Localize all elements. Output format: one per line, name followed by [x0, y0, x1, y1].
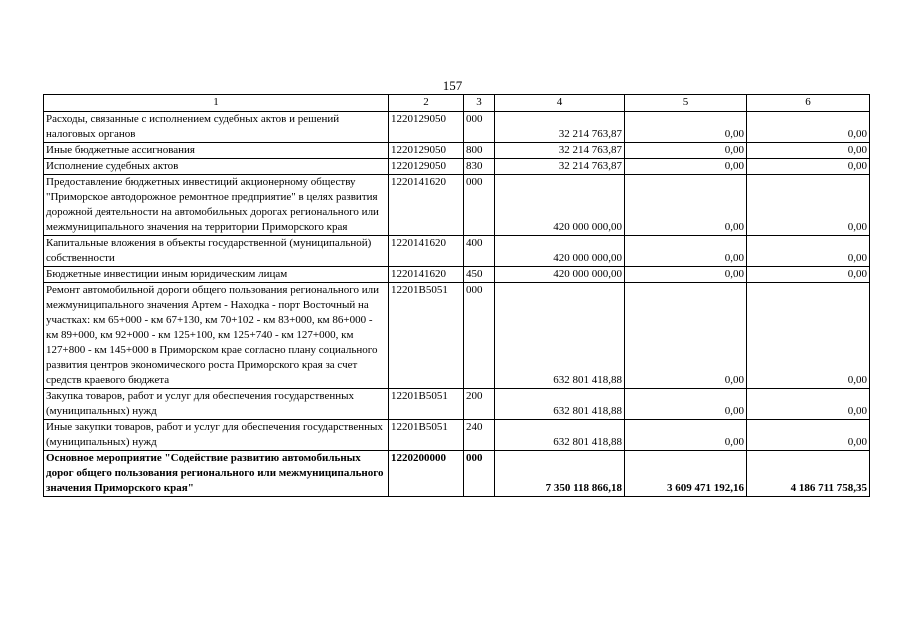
row-type: 200 [464, 389, 495, 420]
row-code: 1220200000 [389, 451, 464, 497]
row-value-4: 32 214 763,87 [495, 112, 625, 143]
row-type: 000 [464, 283, 495, 389]
table-row [44, 159, 870, 175]
row-name: Иные закупки товаров, работ и услуг для обеспечения государственных (муниципальных) нужд [44, 420, 389, 451]
row-type: 400 [464, 236, 495, 267]
row-value-5: 0,00 [625, 236, 747, 267]
row-type: 000 [464, 175, 495, 236]
row-name: Основное мероприятие "Содействие развитию автомобильных дорог общего пользования регионального или межмуниципального значения Приморского края" [44, 451, 389, 497]
row-name: Исполнение судебных актов [44, 159, 389, 175]
row-code: 1220129050 [389, 159, 464, 175]
row-value-5: 0,00 [625, 283, 747, 389]
row-code: 1220141620 [389, 236, 464, 267]
row-code: 12201B5051 [389, 389, 464, 420]
row-code: 12201B5051 [389, 283, 464, 389]
row-code: 12201B5051 [389, 420, 464, 451]
table-row [44, 420, 870, 451]
row-name: Предоставление бюджетных инвестиций акционерному обществу "Приморское автодорожное ремонтное предприятие" в целях развития дорожной деятельности на автомобильных дорогах регионального или межмуниципального значения на территории Приморского края [44, 175, 389, 236]
column-header: 4 [495, 95, 625, 112]
table-row-total [44, 451, 870, 497]
row-name: Расходы, связанные с исполнением судебных актов и решений налоговых органов [44, 112, 389, 143]
row-value-6: 0,00 [747, 112, 870, 143]
row-name: Бюджетные инвестиции иным юридическим лицам [44, 267, 389, 283]
row-type: 450 [464, 267, 495, 283]
row-value-6: 0,00 [747, 159, 870, 175]
budget-table [43, 94, 870, 497]
row-name: Закупка товаров, работ и услуг для обеспечения государственных (муниципальных) нужд [44, 389, 389, 420]
row-type: 000 [464, 112, 495, 143]
row-value-6: 0,00 [747, 283, 870, 389]
row-name: Капитальные вложения в объекты государственной (муниципальной) собственности [44, 236, 389, 267]
row-value-5: 0,00 [625, 175, 747, 236]
row-type: 240 [464, 420, 495, 451]
table-header-row [44, 95, 870, 112]
row-value-6: 0,00 [747, 143, 870, 159]
row-value-6: 0,00 [747, 267, 870, 283]
row-code: 1220141620 [389, 175, 464, 236]
table-row [44, 283, 870, 389]
row-type: 830 [464, 159, 495, 175]
row-value-5: 0,00 [625, 112, 747, 143]
row-value-4: 420 000 000,00 [495, 236, 625, 267]
row-value-5: 0,00 [625, 420, 747, 451]
row-name: Ремонт автомобильной дороги общего пользования регионального или межмуниципального значения Артем - Находка - порт Восточный на участках: км 65+000 - км 67+130, км 70+102 - км 83+000, км 86+000 - км 89+000, км 92+000 - км 125+100, км 125+740 - км 127+000, км 127+800 - км 145+000 в Приморском крае согласно плану социального развития центров экономического роста Приморского края за счет средств краевого бюджета [44, 283, 389, 389]
column-header: 6 [747, 95, 870, 112]
row-value-4: 632 801 418,88 [495, 283, 625, 389]
row-value-5: 0,00 [625, 267, 747, 283]
table-row [44, 267, 870, 283]
row-value-5: 3 609 471 192,16 [625, 451, 747, 497]
column-header: 5 [625, 95, 747, 112]
row-name: Иные бюджетные ассигнования [44, 143, 389, 159]
row-value-5: 0,00 [625, 143, 747, 159]
row-code: 1220129050 [389, 112, 464, 143]
row-code: 1220141620 [389, 267, 464, 283]
row-value-6: 0,00 [747, 175, 870, 236]
column-header: 1 [44, 95, 389, 112]
row-value-5: 0,00 [625, 159, 747, 175]
row-value-6: 0,00 [747, 389, 870, 420]
column-header: 2 [389, 95, 464, 112]
table-row [44, 112, 870, 143]
row-value-4: 632 801 418,88 [495, 389, 625, 420]
row-code: 1220129050 [389, 143, 464, 159]
page-number: 157 [442, 78, 463, 93]
row-value-6: 0,00 [747, 236, 870, 267]
row-value-4: 7 350 118 866,18 [495, 451, 625, 497]
row-value-4: 32 214 763,87 [495, 159, 625, 175]
row-type: 800 [464, 143, 495, 159]
table-row [44, 175, 870, 236]
row-value-4: 632 801 418,88 [495, 420, 625, 451]
row-value-4: 32 214 763,87 [495, 143, 625, 159]
row-value-4: 420 000 000,00 [495, 175, 625, 236]
table-row [44, 389, 870, 420]
table-row [44, 143, 870, 159]
row-value-4: 420 000 000,00 [495, 267, 625, 283]
row-value-6: 0,00 [747, 420, 870, 451]
column-header: 3 [464, 95, 495, 112]
row-type: 000 [464, 451, 495, 497]
row-value-5: 0,00 [625, 389, 747, 420]
table-row [44, 236, 870, 267]
row-value-6: 4 186 711 758,35 [747, 451, 870, 497]
